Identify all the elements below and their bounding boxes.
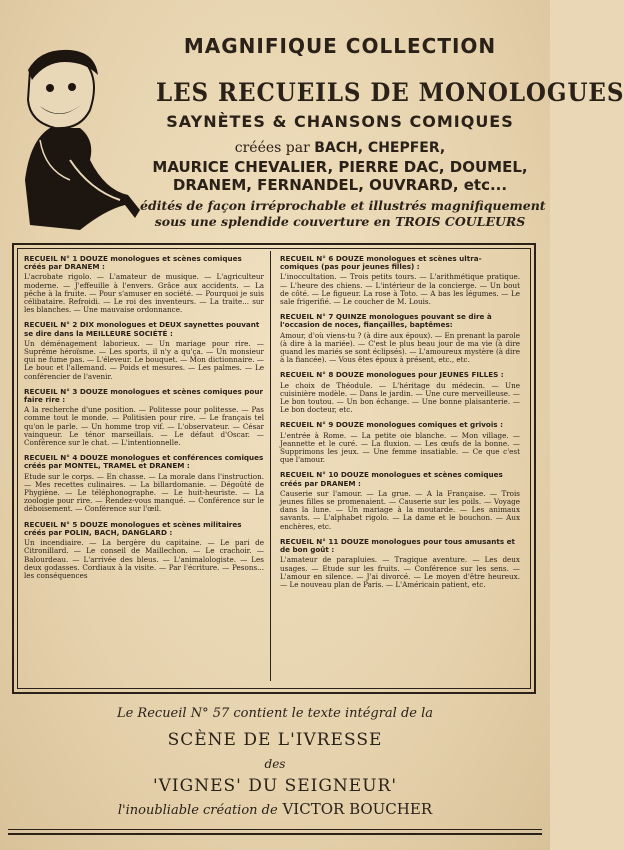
catalog-entry-title: RECUEIL N° 3 DOUZE monologues et scènes comiques pour faire rire : <box>24 386 263 405</box>
catalog-entry-text: L'acrobate rigolo. — L'amateur de musique. — L'agriculteur moderne. — J'effeuille à l'envers. Grâce aux accidents. — La pêche à la fruite. — Pour s'amuser en société. — Pourquoi je suis célibataire. Refroidi. — Le roi des inventeurs. — La traite... sur les blanches. — Une mauvaise ordonnance. <box>24 272 264 315</box>
catalog-left-column <box>24 255 264 587</box>
created-by-label: créées par <box>234 140 310 156</box>
footer-credit <box>0 800 550 818</box>
footer-credit-label: l'inoubliable création de <box>117 803 278 818</box>
footer-des: des <box>264 757 286 771</box>
bottom-rule-2 <box>8 833 542 835</box>
catalog-entry-text: Amour, d'où viens-tu ? (à dire aux époux). — En prenant la parole (à dire à la mariée). — C'est le plus beau jour de ma vie (à dire quand les mariés se sont éclipsés). — L'amoureux mystère (à dire à la fiancée). — Vous êtes époux à présent, etc., etc. <box>280 330 520 365</box>
footer-actor-name: VICTOR BOUCHER <box>282 800 433 818</box>
catalog-entry-title: RECUEIL N° 7 QUINZE monologues pouvant se dire à l'occasion de noces, fiançailles, baptêmes: <box>280 312 492 330</box>
footer-scene-title: SCÈNE DE L'IVRESSE <box>167 730 383 750</box>
tagline-2: sous une splendide couverture en TROIS COULEURS <box>154 214 526 229</box>
mascot-illustration <box>10 40 145 240</box>
bottom-rule-1 <box>8 829 542 830</box>
catalog-entry-title: RECUEIL N° 11 DOUZE monologues pour tous amusants et de bon goût : <box>280 536 515 555</box>
catalog-entry-title: RECUEIL N° 10 DOUZE monologues et scènes comiques créés par DRANEM : <box>280 470 503 488</box>
catalog-entry-text: L'entrée à Rome. — La petite oie blanche. — Mon village. — Jeannette et le curé. — La fluxion. — Les œufs de la bonne. — Supprimons les jeux. — Une femme insatiable. — Ce que c'est que l'amour. <box>280 430 520 465</box>
catalog-entry-text: Un déménagement laborieux. — Un mariage pour rire. — Suprême héroïsme. — Les sports, il n'y a qu'ça. — Un monsieur qui ne fume pas. — L'éleveur. Le bouquet. — Mon dictionnaire. — Le bouc et l'allemand. — Poids et mesures. — Les palmes. — Le conférencier de l'avenir. <box>24 338 264 381</box>
catalog-entry <box>280 538 520 589</box>
catalog-entry-text: L'inoccultation. — Trois petits tours. — L'arithmétique pratique. — L'heure des chiens. — L'intérieur de la concierge. — Un bout de côté. — Le figueur. La rose à Toto. — A bas les légumes. — Le sale frigerifié. — Le coucher de M. Louis. <box>280 272 520 307</box>
catalog-entry <box>24 388 264 447</box>
catalog-entry <box>24 454 264 513</box>
column-divider <box>270 251 271 681</box>
catalog-entry-title: RECUEIL N° 6 DOUZE monologues et scènes ultra-comiques (pas pour jeunes filles) : <box>280 254 482 272</box>
catalog-entry-text: Causerie sur l'amour. — La grue. — A la Française. — Trois jeunes filles se promenaient. — Causerie sur les poils. — Voyage dans la lune. — Un mariage à la moutarde. — Les animaux savants. — L'alphabet rigolo. — La dame et le bouchon. — Aux enchères, etc. <box>280 488 520 531</box>
catalog-entry-title: RECUEIL N° 4 DOUZE monologues et conférences comiques créés par MONTEL, TRAMEL et DRANEM : <box>24 453 264 471</box>
catalog-entry <box>24 321 264 380</box>
catalog-entry-title: RECUEIL N° 1 DOUZE monologues et scènes comiques créés par DRANEM : <box>24 254 242 272</box>
created-by-line <box>140 140 540 156</box>
authors-line-3: DRANEM, FERNANDEL, OUVRARD, etc... <box>172 176 508 194</box>
catalog-entry <box>280 471 520 530</box>
catalog-entry <box>280 421 520 464</box>
main-title: LES RECUEILS DE MONOLOGUES <box>156 78 624 107</box>
catalog-entry <box>280 371 520 414</box>
authors-line-1: BACH, CHEPFER, <box>314 140 446 156</box>
authors-line-2: MAURICE CHEVALIER, PIERRE DAC, DOUMEL, <box>152 158 528 176</box>
tagline-1: édités de façon irréprochable et illustrés magnifiquement <box>140 198 546 213</box>
catalog-right-column <box>280 255 520 596</box>
catalog-entry <box>280 255 520 306</box>
catalog-entry-text: Le choix de Théodule. — L'héritage du médecin. — Une cuisinière modèle. — Dans le jardin. — Une cure merveilleuse. — Le bon toutou. — Un bon échange. — Une bonne plaisanterie. — Le bon docteur, etc. <box>280 380 520 415</box>
catalog-entry-title: RECUEIL N° 5 DOUZE monologues et scènes militaires créés par POLIN, BACH, DANGLARD : <box>24 519 242 537</box>
catalog-entry-title: RECUEIL N° 9 DOUZE monologues comiques et grivois : <box>280 420 503 430</box>
footer-line-1: Le Recueil N° 57 contient le texte intégral de la <box>116 706 434 721</box>
catalog-entry-title: RECUEIL N° 8 DOUZE monologues pour JEUNES FILLES : <box>280 370 504 380</box>
catalog-entry-text: Etude sur le corps. — En chasse. — La morale dans l'instruction. — Mes recettes culinaires. — La billardomanie. — Dégoûté de Phygiène. — Le téléphonographe. — Le huit-heuriste. — La zoologie pour rire. — Rendez-vous manqué. — Conférence sur le déboisement. — Conférence sur l'œil. <box>24 471 264 514</box>
catalog-entry-text: A la recherche d'une position. — Politesse pour politesse. — Pas comme tout le monde. — Politisien pour rire. — Le français tel qu'on le parle. — Un homme trop vif. — L'observateur. — César vainqueur. Le ténor marseillais. — Le défaut d'Oscar. — Conférence sur le chat. — L'intentionnelle. <box>24 405 264 448</box>
catalog-entry <box>24 521 264 580</box>
catalog-frame <box>12 243 536 694</box>
catalog-entry-text: L'amateur de parapluies. — Tragique aventure. — Les deux usages. — Etude sur les fruits. — Conférence sur les sens. — L'amour en silence. — J'ai divorcé. — Le moyen d'être heureux. — Le nouveau plan de Paris. — L'Américain patient, etc. <box>280 555 520 589</box>
collection-title: MAGNIFIQUE COLLECTION <box>183 34 497 58</box>
catalog-entry-title: RECUEIL N° 2 DIX monologues et DEUX saynettes pouvant se dire dans la MEILLEURE SOCIÉTÉ : <box>24 320 260 338</box>
catalog-entry-text: Un incendiaire. — La bergère du capitaine. — Le pari de Citronillard. — Le conseil de Maillechon. — Le crachoir. — Balourdeau. — L'arrivée des bleus. — L'animalologiste. — Les deux godasses. Cordiaux à la visite. — Par l'écriture. — Pesons... les conséquences <box>24 538 264 580</box>
catalog-entry <box>24 255 264 314</box>
catalog-entry <box>280 313 520 364</box>
footer-play-title: 'VIGNES' DU SEIGNEUR' <box>152 776 398 796</box>
subtitle: SAYNÈTES & CHANSONS COMIQUES <box>166 112 514 131</box>
